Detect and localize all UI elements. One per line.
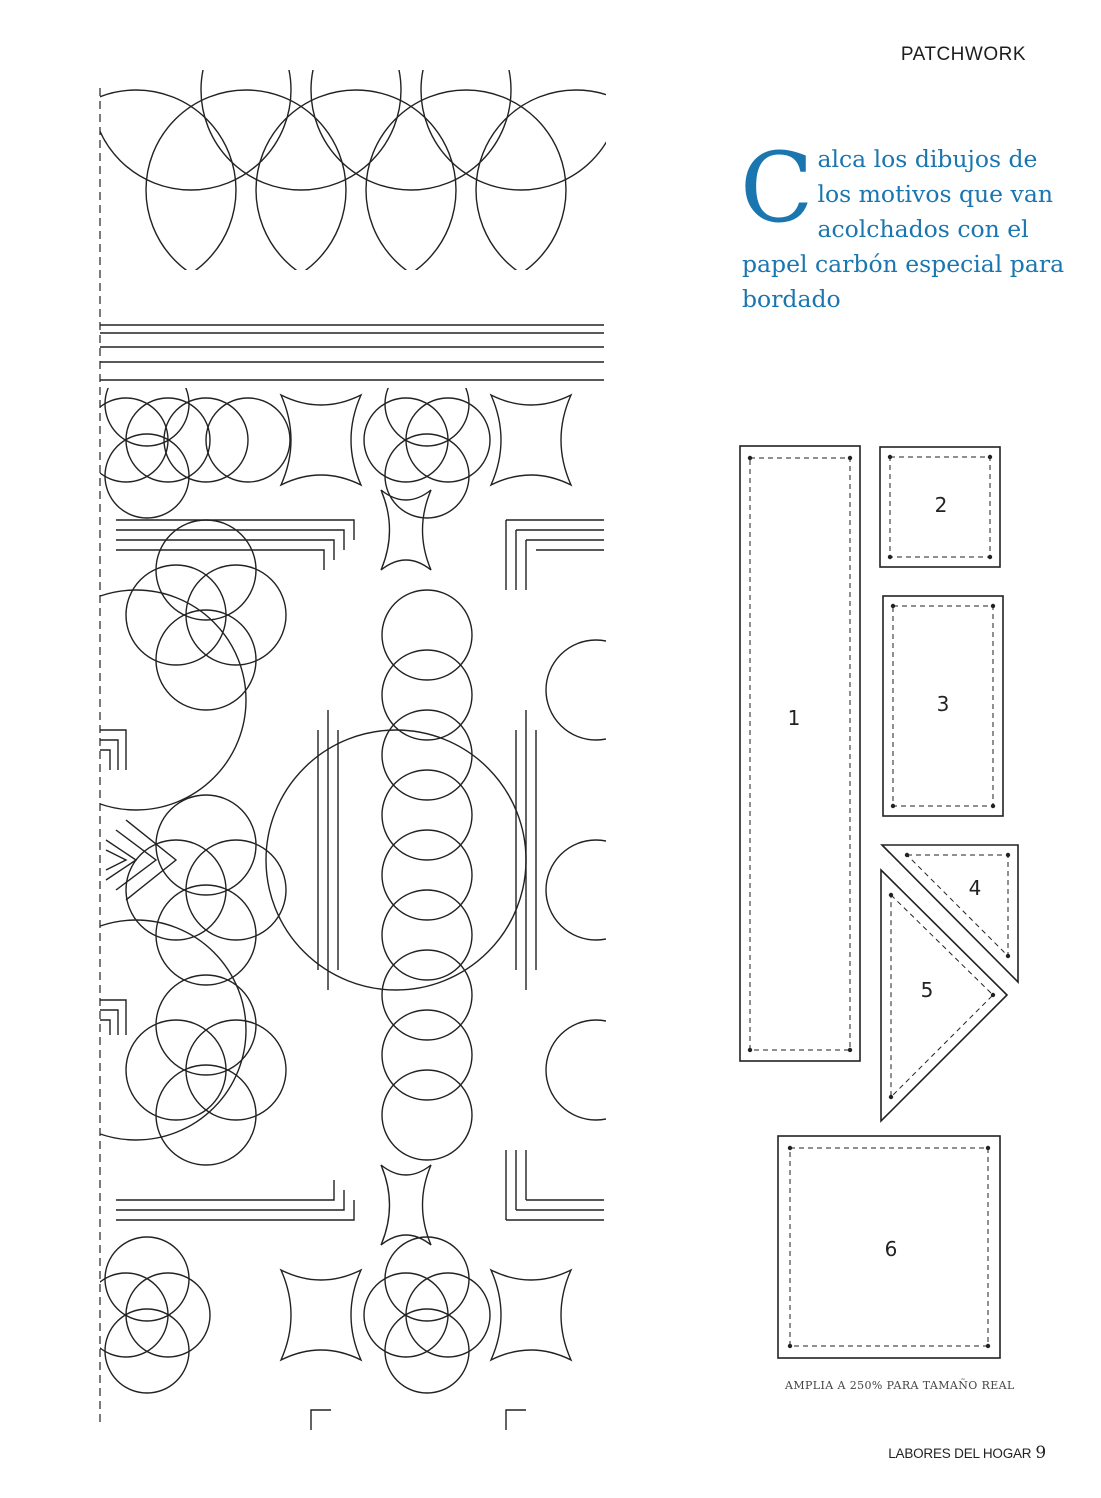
quilting-pattern-illustration xyxy=(96,70,606,1430)
pattern-pieces-diagram xyxy=(730,440,1030,1370)
section-label: PATCHWORK xyxy=(900,44,1026,65)
piece-label-3: 3 xyxy=(936,692,950,716)
piece-label-4: 4 xyxy=(968,876,982,900)
intro-text: alca los dibujos de los motivos que van acolchados con el papel carbón especial para bordado xyxy=(742,145,1065,313)
magazine-name: LABORES DEL HOGAR xyxy=(888,1446,1032,1461)
intro-paragraph xyxy=(740,132,1072,317)
page-number: 9 xyxy=(1035,1443,1046,1463)
piece-1 xyxy=(740,446,860,1061)
drop-cap: C xyxy=(740,132,814,244)
page-footer xyxy=(888,1443,1046,1463)
piece-label-6: 6 xyxy=(884,1237,898,1261)
piece-label-5: 5 xyxy=(920,978,934,1002)
piece-label-1: 1 xyxy=(787,706,801,730)
piece-label-2: 2 xyxy=(934,493,948,517)
piece-4 xyxy=(882,845,1018,982)
scale-caption: AMPLIA A 250% PARA TAMAÑO REAL xyxy=(785,1379,1015,1392)
